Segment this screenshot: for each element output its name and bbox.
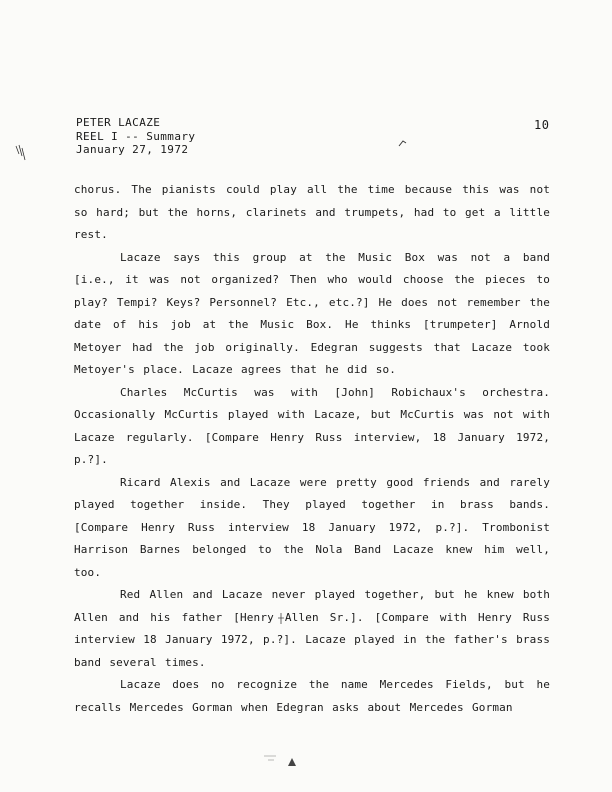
paragraph: Red Allen and Lacaze never played together, but he knew both Allen and his father [Henry Allen Sr.]. [Compare with Henry Russ interview 18 January 1972, p.?]. Lacaze played in the father's brass band several times. [74, 588, 550, 669]
document-header [76, 116, 195, 157]
paragraph: Ricard Alexis and Lacaze were pretty good friends and rarely played together inside. They played together in brass bands. [Compare Henry Russ interview 18 January 1972, p.?]. Trombonist Harrison Barnes belonged to the Nola Band Lacaze knew him well, too. [74, 475, 550, 579]
paragraph: chorus. The pianists could play all the time because this was not so hard; but the horns, clarinets and trumpets, had to get a little rest. [74, 183, 550, 241]
paragraph: Charles McCurtis was with [John] Robichaux's orchestra. Occasionally McCurtis played with Lacaze, but McCurtis was not with Lacaze regularly. [Compare Henry Russ interview, 18 January 1972, p.?]. [74, 385, 550, 466]
scan-speck [262, 752, 302, 770]
margin-pen-mark [14, 142, 28, 164]
paragraph: Lacaze does no recognize the name Mercedes Fields, but he recalls Mercedes Gorman when Edegran asks about Mercedes Gorman [74, 678, 550, 714]
paragraph: Lacaze says this group at the Music Box was not a band [i.e., it was not organized? Then who would choose the pieces to play? Tempi? Keys? Personnel? Etc., etc.?] He does not remember the date of his job at the Music Box. He thinks [trumpeter] Arnold Metoyer had the job originally. Edegran suggests that Lacaze took Metoyer's place. Lacaze agrees that he did so. [74, 250, 550, 376]
interview-date: January 27, 1972 [76, 143, 189, 156]
reel-label: REEL I -- Summary [76, 129, 196, 143]
page-number: 10 [534, 118, 550, 132]
summary-text [74, 179, 550, 719]
interviewee-name: PETER LACAZE [76, 116, 161, 129]
scan-speck [398, 138, 408, 148]
